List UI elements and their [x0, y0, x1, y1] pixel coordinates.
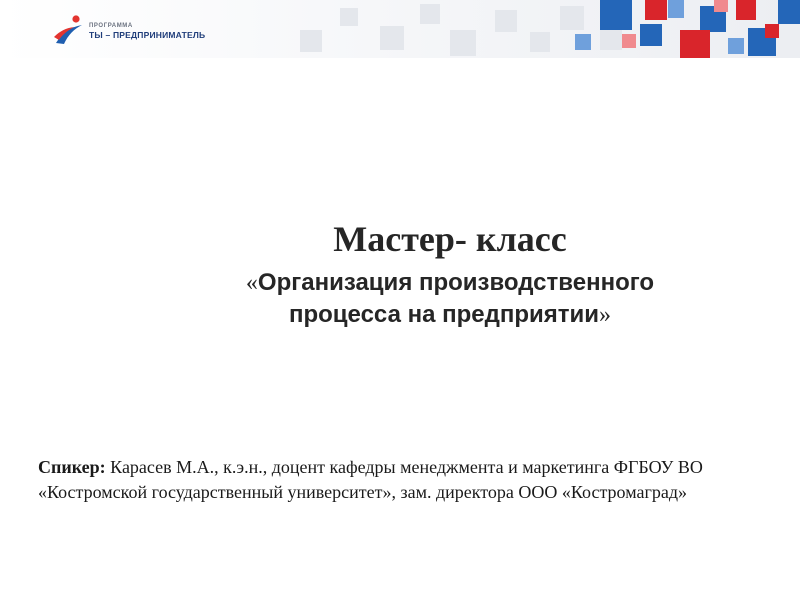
title-block: [130, 217, 770, 331]
logo-program-text: ПРОГРАММА: [89, 23, 133, 29]
speaker-label: Спикер:: [38, 457, 106, 477]
open-quote: «: [245, 270, 258, 296]
program-logo: [52, 13, 242, 47]
header-band: [0, 0, 800, 58]
page-subtitle: [130, 267, 770, 331]
subtitle-line-2: процесса на предприятии: [288, 301, 600, 328]
page-title: Мастер- класс: [333, 219, 567, 259]
speaker-info: [38, 455, 778, 505]
subtitle-line-1: Организация производственного: [257, 269, 655, 296]
close-quote: »: [599, 302, 612, 328]
runner-swoosh-icon: [52, 13, 88, 47]
logo-brand-text: ТЫ – ПРЕДПРИНИМАТЕЛЬ: [89, 30, 206, 40]
speaker-text: Карасев М.А., к.э.н., доцент кафедры менеджмента и маркетинга ФГБОУ ВО «Костромской государственный университет», зам. директора ООО «Костромаград»: [38, 457, 703, 502]
